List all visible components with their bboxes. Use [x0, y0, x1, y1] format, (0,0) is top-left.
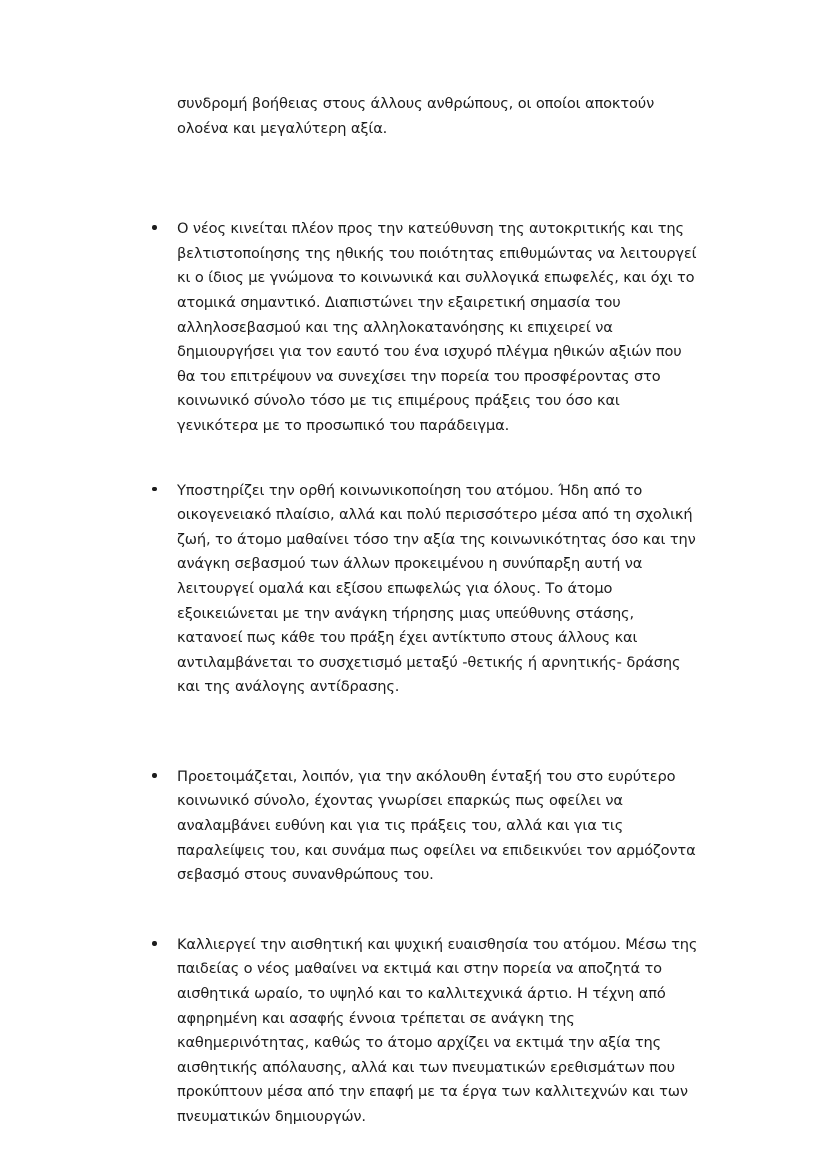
bullet-point-icon: [152, 217, 177, 242]
list-item: [152, 217, 700, 438]
list-item: [152, 765, 700, 888]
bullet-point-icon: [152, 765, 177, 790]
spacer-intro-to-bullet-1: [152, 141, 700, 217]
intro-paragraph: συνδρομή βοήθειας στους άλλους ανθρώπους, οι οποίοι αποκτούν ολοένα και μεγαλύτερη αξία.: [177, 95, 655, 137]
list-item: [152, 479, 700, 700]
spacer-bullet-1-to-2: [152, 439, 700, 479]
list-item: [152, 933, 700, 1130]
list-item-text: Ο νέος κινείται πλέον προς την κατεύθυνση της αυτοκριτικής και της βελτιστοποίησης της ηθικής του ποιότητας επιθυμώντας να λειτουργεί κι ο ίδιος με γνώμονα το κοινωνικά και συλλογικά επωφελές, και όχι το ατομικά σημαντικό. Διαπιστώνει την εξαιρετική σημασία του αλληλοσεβασμού και της αλληλοκατανόησης κι επιχειρεί να δημιουργήσει για τον εαυτό του ένα ισχυρό πλέγμα ηθικών αξιών που θα του επιτρέψουν να συνεχίσει την πορεία του προσφέροντας στο κοινωνικό σύνολο τόσο με τις επιμέρους πράξεις του όσο και γενικότερα με το προσωπικό του παράδειγμα.: [177, 220, 697, 434]
bullet-point-icon: [152, 479, 177, 504]
list-item-text: Προετοιμάζεται, λοιπόν, για την ακόλουθη ένταξή του στο ευρύτερο κοινωνικό σύνολο, έχοντας γνωρίσει επαρκώς πως οφείλει να αναλαμβάνει ευθύνη και για τις πράξεις του, αλλά και για τις παραλείψεις του, και συνάμα πως οφείλει να επιδεικνύει τον αρμόζοντα σεβασμό στους συνανθρώπους του.: [177, 767, 696, 884]
bullet-point-icon: [152, 933, 177, 958]
list-item-text: Καλλιεργεί την αισθητική και ψυχική ευαισθησία του ατόμου. Μέσω της παιδείας ο νέος μαθαίνει να εκτιμά και στην πορεία να αποζητά το αισθητικά ωραίο, το υψηλό και το καλλιτεχνικά άρτιο. Η τέχνη από αφηρημένη και ασαφής έννοια τρέπεται σε ανάγκη της καθημερινότητας, καθώς το άτομο αρχίζει να εκτιμά την αξία της αισθητικής απόλαυσης, αλλά και των πνευματικών ερεθισμάτων που προκύπτουν μέσα από την επαφή με τα έργα των καλλιτεχνών και των πνευματικών δημιουργών.: [177, 935, 698, 1125]
spacer-bullet-3-to-4: [152, 888, 700, 933]
spacer-bullet-2-to-3: [152, 700, 700, 765]
document-body: [152, 92, 700, 1130]
list-item-text: Υποστηρίζει την ορθή κοινωνικοποίηση του ατόμου. Ήδη από το οικογενειακό πλαίσιο, αλλά και πολύ περισσότερο μέσα από τη σχολική ζωή, το άτομο μαθαίνει τόσο την αξία της κοινωνικότητας όσο και την ανάγκη σεβασμού των άλλων προκειμένου η συνύπαρξη αυτή να λειτουργεί ομαλά και εξίσου επωφελώς για όλους. Το άτομο εξοικειώνεται με την ανάγκη τήρησης μιας υπεύθυνης στάσης, κατανοεί πως κάθε του πράξη έχει αντίκτυπο στους άλλους και αντιλαμβάνεται το συσχετισμό μεταξύ -θετικής ή αρνητικής- δράσης και της ανάλογης αντίδρασης.: [177, 481, 696, 696]
